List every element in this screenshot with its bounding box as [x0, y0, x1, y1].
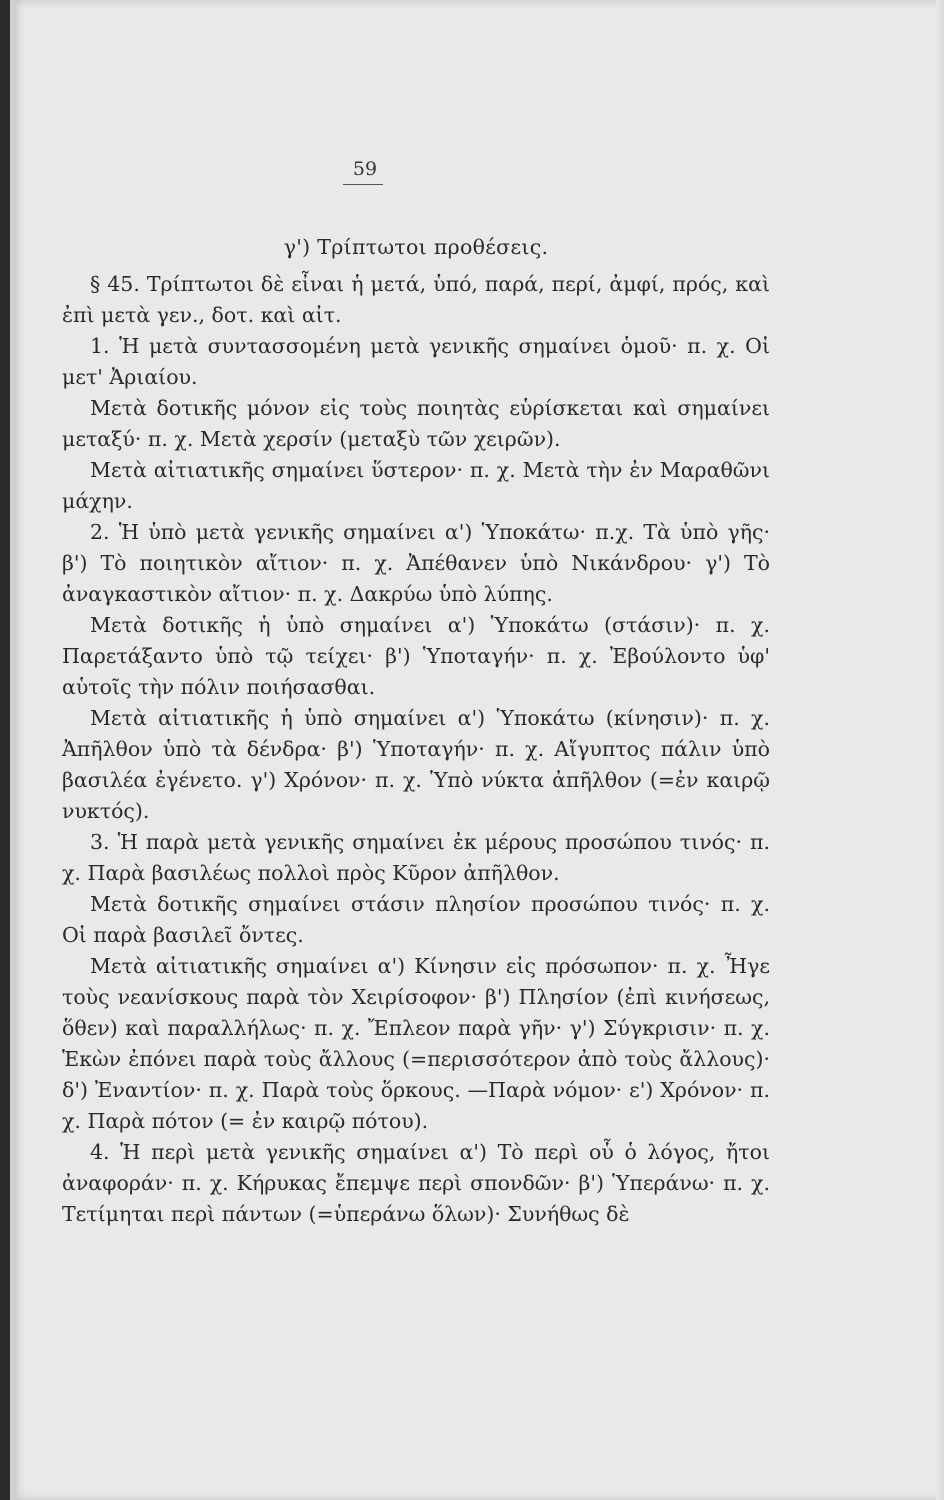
paragraph-3-para-genitive: 3. Ἡ παρὰ μετὰ γενικῆς σημαίνει ἐκ μέρους προσώπου τινός· π. χ. Παρὰ βασιλέως πολλοὶ πρὸς Κῦρον ἀπῆλθον.	[62, 830, 770, 885]
paragraph-2-hypo-genitive: 2. Ἡ ὑπὸ μετὰ γενικῆς σημαίνει α') Ὑποκάτω· π.χ. Τὰ ὑπὸ γῆς· β') Τὸ ποιητικὸν αἴτιον· π. χ. Ἀπέθανεν ὑπὸ Νικάνδρου· γ') Τὸ ἀναγκαστικὸν αἴτιον· π. χ. Δακρύω ὑπὸ λύπης.	[62, 520, 770, 606]
page-right-edge	[936, 0, 944, 1500]
paragraph-hypo-accusative: Μετὰ αἰτιατικῆς ἡ ὑπὸ σημαίνει α') Ὑποκάτω (κίνησιν)· π. χ. Ἀπῆλθον ὑπὸ τὰ δένδρα· β') Ὑποταγήν· π. χ. Αἴγυπτος πάλιν ὑπὸ βασιλέα ἐγένετο. γ') Χρόνον· π. χ. Ὑπὸ νύκτα ἀπῆλθον (=ἐν καιρῷ νυκτός).	[62, 706, 770, 823]
book-page	[10, 0, 944, 1500]
body-text	[62, 232, 770, 1230]
paragraph-hypo-dative: Μετὰ δοτικῆς ἡ ὑπὸ σημαίνει α') Ὑποκάτω (στάσιν)· π. χ. Παρετάξαντο ὑπὸ τῷ τείχει· β') Ὑποταγήν· π. χ. Ἐβούλοντο ὑφ' αὑτοῖς τὴν πόλιν ποιήσασθαι.	[62, 613, 770, 699]
paragraph-meta-dative: Μετὰ δοτικῆς μόνον εἰς τοὺς ποιητὰς εὑρίσκεται καὶ σημαίνει μεταξύ· π. χ. Μετὰ χερσίν (μεταξὺ τῶν χειρῶν).	[62, 396, 770, 451]
paragraph-meta-accusative: Μετὰ αἰτιατικῆς σημαίνει ὕστερον· π. χ. Μετὰ τὴν ἐν Μαραθῶνι μάχην.	[62, 458, 770, 513]
paragraph-para-dative: Μετὰ δοτικῆς σημαίνει στάσιν πλησίον προσώπου τινός· π. χ. Οἱ παρὰ βασιλεῖ ὄντες.	[62, 892, 770, 947]
page-number: 59	[352, 158, 378, 180]
section-heading: γ') Τρίπτωτοι προθέσεις.	[283, 235, 549, 259]
page-number-rule	[343, 184, 383, 185]
paragraph-4-peri-genitive: 4. Ἡ περὶ μετὰ γενικῆς σημαίνει α') Τὸ περὶ οὗ ὁ λόγος, ἤτοι ἀναφοράν· π. χ. Κήρυκας ἔπεμψε περὶ σπονδῶν· β') Ὑπεράνω· π. χ. Τετίμηται περὶ πάντων (=ὑπεράνω ὅλων)· Συνήθως δὲ	[62, 1140, 770, 1226]
paragraph-para-accusative: Μετὰ αἰτιατικῆς σημαίνει α') Κίνησιν εἰς πρόσωπον· π. χ. Ἦγε τοὺς νεανίσκους παρὰ τὸν Χειρίσοφον· β') Πλησίον (ἐπὶ κινήσεως, ὅθεν) καὶ παραλλήλως· π. χ. Ἔπλεον παρὰ γῆν· γ') Σύγκρισιν· π. χ. Ἑκὼν ἐπόνει παρὰ τοὺς ἄλλους (=περισσότερον ἀπὸ τοὺς ἄλλους)· δ') Ἐναντίον· π. χ. Παρὰ τοὺς ὅρκους. —Παρὰ νόμον· ε') Χρόνον· π. χ. Παρὰ πότον (= ἐν καιρῷ πότου).	[62, 954, 770, 1133]
paragraph-1-meta-genitive: 1. Ἡ μετὰ συντασσομένη μετὰ γενικῆς σημαίνει ὁμοῦ· π. χ. Οἱ μετ' Ἀριαίου.	[62, 334, 770, 389]
page-binding-edge	[10, 0, 16, 1500]
paragraph-section-45: § 45. Τρίπτωτοι δὲ εἶναι ἡ μετά, ὑπό, παρά, περί, ἀμφί, πρός, καὶ ἐπὶ μετὰ γεν., δοτ. καὶ αἰτ.	[62, 272, 770, 327]
